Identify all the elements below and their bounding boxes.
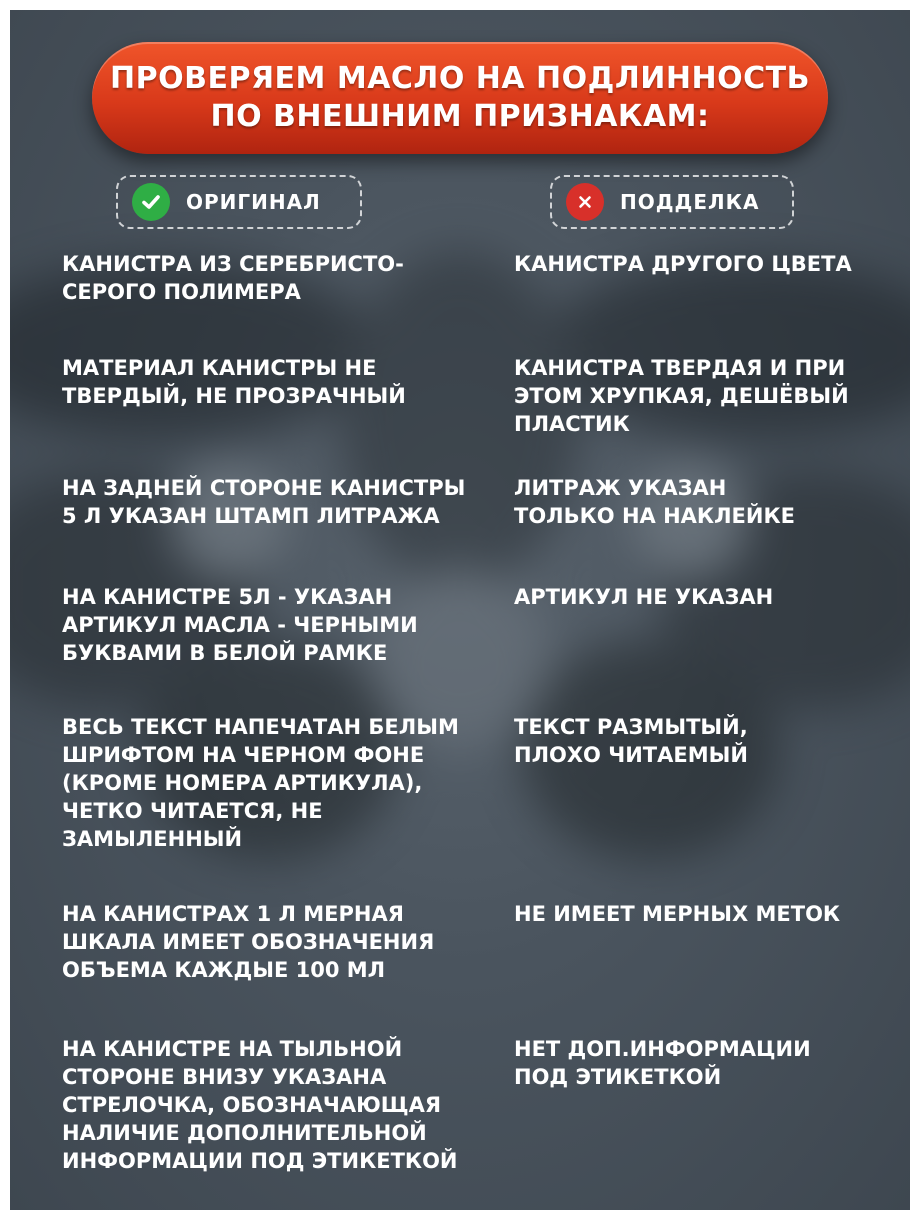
text-line: СЕРОГО ПОЛИМЕРА	[62, 280, 301, 304]
text-line: НА КАНИСТРЕ НА ТЫЛЬНОЙ	[62, 1037, 403, 1061]
text-line: ВЕСЬ ТЕКСТ НАПЕЧАТАН БЕЛЫМ	[62, 715, 459, 739]
text-line: НЕ ИМЕЕТ МЕРНЫХ МЕТОК	[514, 902, 841, 926]
original-item-7	[62, 1035, 458, 1175]
text-line: ПОД ЭТИКЕТКОЙ	[514, 1065, 722, 1089]
check-icon	[132, 183, 170, 221]
original-item-2	[62, 354, 406, 410]
text-line: КАНИСТРА ДРУГОГО ЦВЕТА	[514, 252, 852, 276]
text-line: МАТЕРИАЛ КАНИСТРЫ НЕ	[62, 356, 377, 380]
text-line: СТОРОНЕ ВНИЗУ УКАЗАНА	[62, 1065, 387, 1089]
text-line: ЭТОМ ХРУПКАЯ, ДЕШЁВЫЙ	[514, 384, 849, 408]
original-item-4	[62, 583, 418, 667]
text-line: КАНИСТРА ТВЕРДАЯ И ПРИ	[514, 356, 846, 380]
text-line: ТЕКСТ РАЗМЫТЫЙ,	[514, 715, 748, 739]
fake-item-5	[514, 713, 748, 769]
text-line: НАЛИЧИЕ ДОПОЛНИТЕЛЬНОЙ	[62, 1121, 427, 1145]
fake-item-6	[514, 900, 840, 928]
text-line: КАНИСТРА ИЗ СЕРЕБРИСТО-	[62, 252, 404, 276]
cross-icon	[566, 183, 604, 221]
text-line: НА ЗАДНЕЙ СТОРОНЕ КАНИСТРЫ	[62, 476, 466, 500]
text-line: ПЛОХО ЧИТАЕМЫЙ	[514, 743, 748, 767]
text-line: ШРИФТОМ НА ЧЕРНОМ ФОНЕ	[62, 743, 425, 767]
original-item-3	[62, 474, 465, 530]
fake-item-3	[514, 474, 795, 530]
original-item-1	[62, 250, 404, 306]
text-line: ШКАЛА ИМЕЕТ ОБОЗНАЧЕНИЯ	[62, 930, 435, 954]
text-line: ЗАМЫЛЕННЫЙ	[62, 827, 243, 851]
title-line-2: ПО ВНЕШНИМ ПРИЗНАКАМ:	[210, 99, 710, 134]
text-line: ИНФОРМАЦИИ ПОД ЭТИКЕТКОЙ	[62, 1149, 458, 1173]
text-line: НА КАНИСТРЕ 5Л - УКАЗАН	[62, 585, 393, 609]
column-header-original	[116, 175, 362, 229]
text-line: (КРОМЕ НОМЕРА АРТИКУЛА),	[62, 771, 423, 795]
text-line: СТРЕЛОЧКА, ОБОЗНАЧАЮЩАЯ	[62, 1093, 442, 1117]
fake-item-4	[514, 583, 773, 611]
text-line: АРТИКУЛ НЕ УКАЗАН	[514, 585, 774, 609]
original-item-6	[62, 900, 434, 984]
text-line: БУКВАМИ В БЕЛОЙ РАМКЕ	[62, 641, 388, 665]
text-line: АРТИКУЛ МАСЛА - ЧЕРНЫМИ	[62, 613, 418, 637]
fake-item-2	[514, 354, 849, 438]
text-line: НЕТ ДОП.ИНФОРМАЦИИ	[514, 1037, 811, 1061]
column-label-fake: ПОДДЕЛКА	[620, 190, 760, 214]
text-line: 5 Л УКАЗАН ШТАМП ЛИТРАЖА	[62, 504, 440, 528]
text-line: ОБЪЕМА КАЖДЫЕ 100 МЛ	[62, 958, 386, 982]
title-banner	[92, 42, 828, 154]
text-line: ТОЛЬКО НА НАКЛЕЙКЕ	[514, 504, 795, 528]
fake-item-7	[514, 1035, 811, 1091]
text-line: ПЛАСТИК	[514, 412, 630, 436]
text-line: НА КАНИСТРАХ 1 Л МЕРНАЯ	[62, 902, 404, 926]
column-header-fake	[550, 175, 794, 229]
text-line: ЛИТРАЖ УКАЗАН	[514, 476, 727, 500]
infographic-card	[10, 10, 910, 1210]
column-label-original: ОРИГИНАЛ	[186, 190, 321, 214]
original-item-5	[62, 713, 459, 853]
text-line: ЧЕТКО ЧИТАЕТСЯ, НЕ	[62, 799, 323, 823]
title-line-1: ПРОВЕРЯЕМ МАСЛО НА ПОДЛИННОСТЬ	[110, 61, 810, 96]
text-line: ТВЕРДЫЙ, НЕ ПРОЗРАЧНЫЙ	[62, 384, 406, 408]
fake-item-1	[514, 250, 852, 278]
